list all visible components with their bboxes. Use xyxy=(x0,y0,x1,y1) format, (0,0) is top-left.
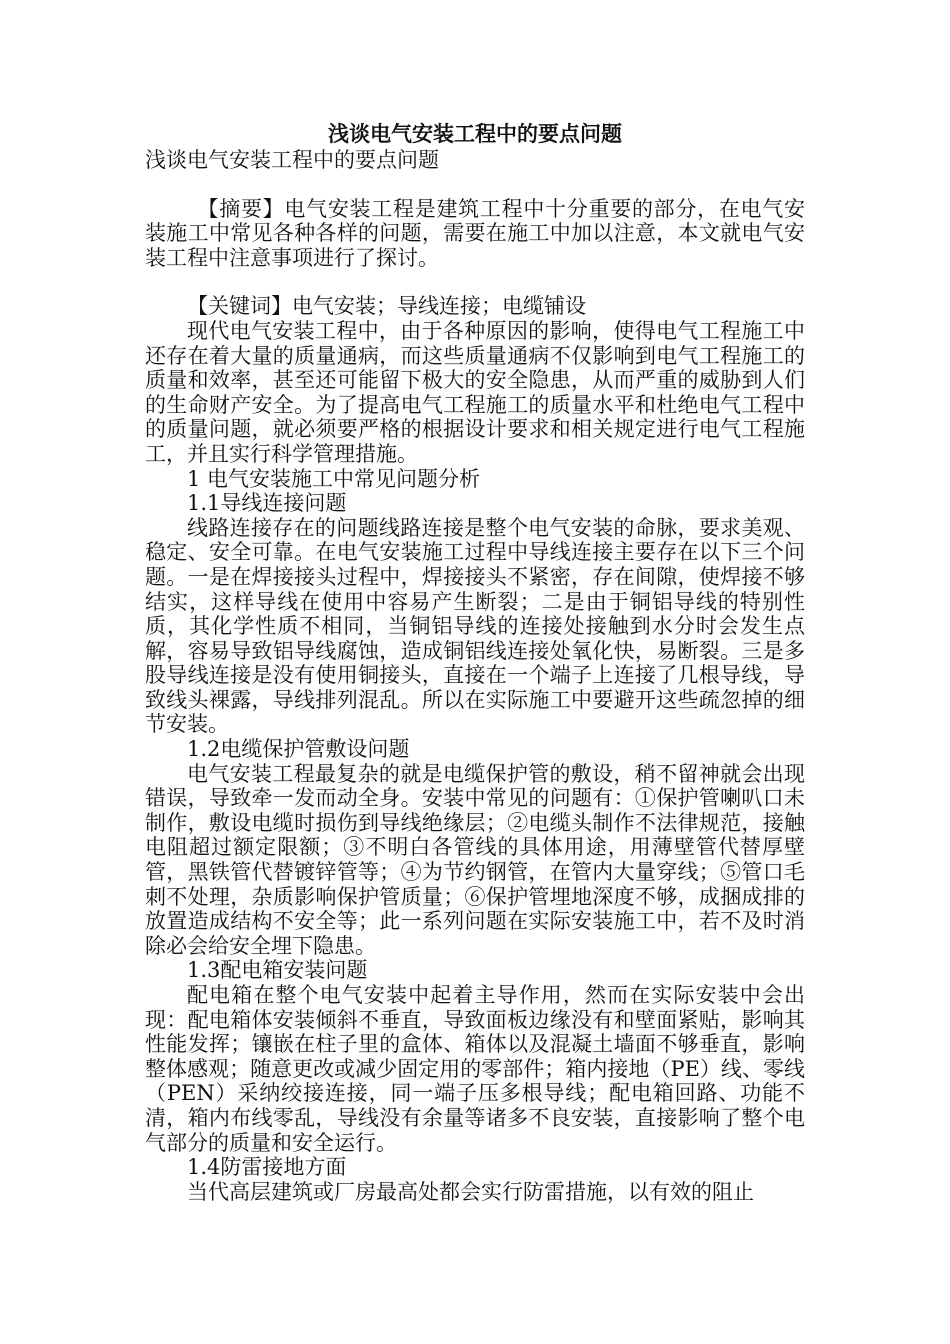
document-page xyxy=(145,120,805,1204)
section-1-heading: 1 电气安装施工中常见问题分析 xyxy=(187,466,481,491)
abstract-paragraph: 【摘要】电气安装工程是建筑工程中十分重要的部分，在电气安装施工中常见各种各样的问题，需要在施工中加以注意，本文就电气安装工程中注意事项进行了探讨。 xyxy=(145,196,805,270)
section-1-4-heading: 1.4防雷接地方面 xyxy=(187,1155,347,1180)
section-1-1-heading: 1.1导线连接问题 xyxy=(187,491,347,516)
section-1-3-heading: 1.3配电箱安装问题 xyxy=(187,958,368,983)
section-1-1-body: 线路连接存在的问题线路连接是整个电气安装的命脉，要求美观、稳定、安全可靠。在电气安装施工过程中导线连接主要存在以下三个问题。一是在焊接接头过程中，焊接接头不紧密，存在间隙，使焊接不够结实，这样导线在使用中容易产生断裂；二是由于铜铝导线的特别性质，其化学性质不相同，当铜铝导线的连接处接触到水分时会发生点解，容易导致铝导线腐蚀，造成铜铝线连接处氧化快，易断裂。三是多股导线连接是没有使用铜接头，直接在一个端子上连接了几根导线，导致线头裸露，导线排列混乱。所以在实际施工中要避开这些疏忽掉的细节安装。 xyxy=(145,515,805,737)
section-1-3-body: 配电箱在整个电气安装中起着主导作用，然而在实际安装中会出现：配电箱体安装倾斜不垂直，导致面板边缘没有和壁面紧贴，影响其性能发挥；镶嵌在柱子里的盒体、箱体以及混凝土墙面不够垂直，影响整体感观；随意更改或减少固定用的零部件；箱内接地（PE）线、零线（PEN）采纳绞接连接，同一端子压多根导线；配电箱回路、功能不清，箱内布线零乱，导线没有余量等诸多不良安装，直接影响了整个电气部分的质量和安全运行。 xyxy=(145,983,805,1155)
section-1-2-heading: 1.2电缆保护管敷设问题 xyxy=(187,737,410,762)
keywords-line: 【关键词】电气安装；导线连接；电缆铺设 xyxy=(187,294,586,319)
document-title: 浅谈电气安装工程中的要点问题 xyxy=(328,121,622,146)
document-subtitle: 浅谈电气安装工程中的要点问题 xyxy=(145,148,439,172)
intro-paragraph: 现代电气安装工程中，由于各种原因的影响，使得电气工程施工中还存在着大量的质量通病，而这些质量通病不仅影响到电气工程施工的质量和效率，甚至还可能留下极大的安全隐患，从而严重的威胁到人们的生命财产安全。为了提高电气工程施工的质量水平和杜绝电气工程中的质量问题，就必须要严格的根据设计要求和相关规定进行电气工程施工，并且实行科学管理措施。 xyxy=(145,318,805,466)
section-1-4-body: 当代高层建筑或厂房最高处都会实行防雷措施，以有效的阻止 xyxy=(187,1179,754,1204)
section-1-2-body: 电气安装工程最复杂的就是电缆保护管的敷设，稍不留神就会出现错误，导致牵一发而动全身。安装中常见的问题有：①保护管喇叭口未制作，敷设电缆时损伤到导线绝缘层；②电缆头制作不法律规范，接触电阻超过额定限额；③不明白各管线的具体用途，用薄壁管代替厚壁管，黑铁管代替镀锌管等；④为节约钢管，在管内大量穿线；⑤管口毛刺不处理，杂质影响保护管质量；⑥保护管埋地深度不够，成捆成排的放置造成结构不安全等；此一系列问题在实际安装施工中，若不及时消除必会给安全埋下隐患。 xyxy=(145,761,805,958)
